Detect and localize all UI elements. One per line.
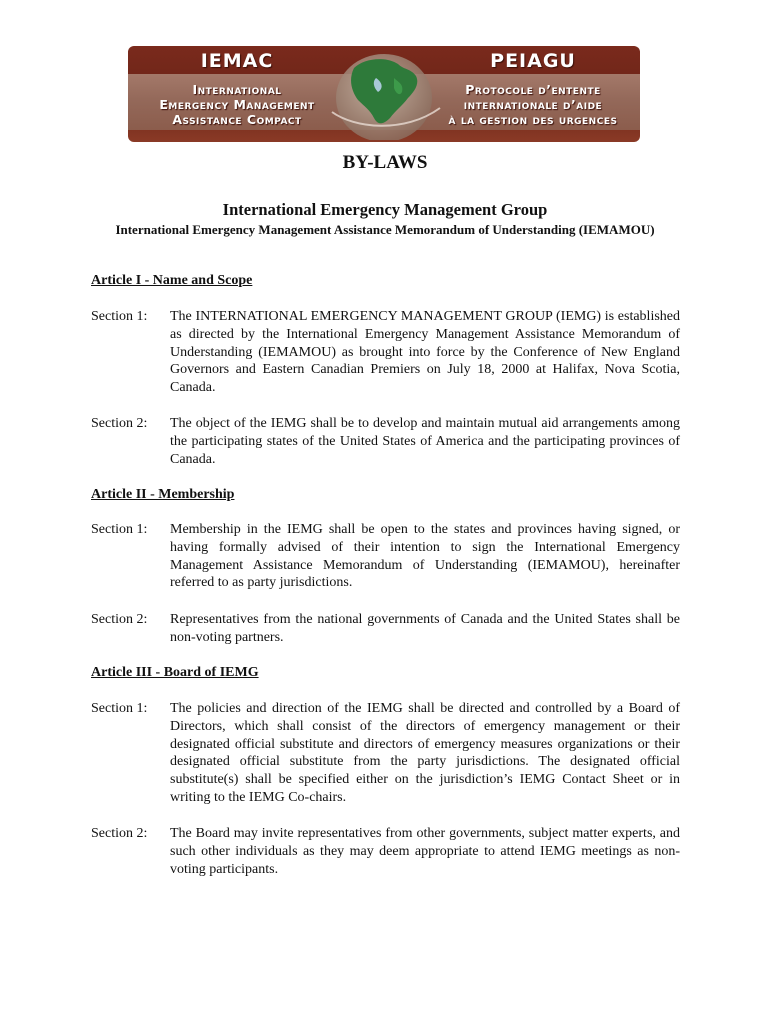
article-1-section-1-text: The INTERNATIONAL EMERGENCY MANAGEMENT GROUP (IEMG) is established as directed by the International Emergency Management Assistance Memorandum of Understanding (IEMAMOU) as brought into force by the Conference of New England Governors and Eastern Canadian Premiers on July 18, 2000 at Halifax, Nova Scotia, Canada. <box>170 309 680 396</box>
article-2-section-2-text: Representatives from the national governments of Canada and the United States shall be non-voting partners. <box>170 612 680 645</box>
peiagu-line-1: Protocole d’entente <box>465 82 601 97</box>
globe-icon <box>324 48 444 140</box>
article-2-section-1-text: Membership in the IEMG shall be open to the states and provinces having signed, or having formally advised of their intention to sign the International Emergency Management Assistance Memorandum of Understanding (IEMAMOU), hereinafter referred to as party jurisdictions. <box>170 522 680 591</box>
article-2-section-2-label: Section 2: <box>91 612 148 627</box>
iemac-line-1: International <box>192 82 282 97</box>
iemac-line-2: Emergency Management <box>159 97 315 112</box>
iemac-acronym: IEMAC <box>200 50 274 72</box>
article-3-section-1-label: Section 1: <box>91 701 148 716</box>
document-title: BY-LAWS <box>342 152 428 173</box>
banner-left-block <box>142 50 332 127</box>
article-1-section-2-text: The object of the IEMG shall be to develop and maintain mutual aid arrangements among the participating states of the United States of America and the participating provinces of Canada. <box>170 416 680 467</box>
article-1-section-1-label: Section 1: <box>91 309 148 324</box>
iemac-peiagu-banner <box>128 46 640 142</box>
organization-name: International Emergency Management Group <box>222 200 548 219</box>
article-3-section-2-text: The Board may invite representatives from other governments, subject matter experts, and such other individuals as they may deem appropriate to attend IEMG meetings as non-voting participants. <box>170 826 680 877</box>
iemac-line-3: Assistance Compact <box>172 112 302 127</box>
article-3-section-1-text: The policies and direction of the IEMG shall be directed and controlled by a Board of Directors, which shall consist of the directors of emergency management or their designated official substitute and directors of emergency measures organizations or their designated official substitute from the party jurisdictions. The designated official substitute(s) shall be specified either on the jurisdiction’s IEMG Contact Sheet or in writing to the IEMG Co-chairs. <box>170 701 680 805</box>
article-2-heading: Article II - Membership <box>91 487 235 502</box>
peiagu-line-2: internationale d’aide <box>463 97 603 112</box>
peiagu-acronym: PEIAGU <box>490 50 576 72</box>
article-2-section-1-label: Section 1: <box>91 522 148 537</box>
banner-right-block <box>438 50 628 127</box>
article-1-heading: Article I - Name and Scope <box>91 273 253 288</box>
article-1-section-2-label: Section 2: <box>91 416 148 431</box>
peiagu-line-3: à la gestion des urgences <box>448 112 618 127</box>
article-3-heading: Article III - Board of IEMG <box>91 665 259 680</box>
memorandum-name: International Emergency Management Assistance Memorandum of Understanding (IEMAMOU) <box>115 222 655 237</box>
article-3-section-2-label: Section 2: <box>91 826 148 841</box>
